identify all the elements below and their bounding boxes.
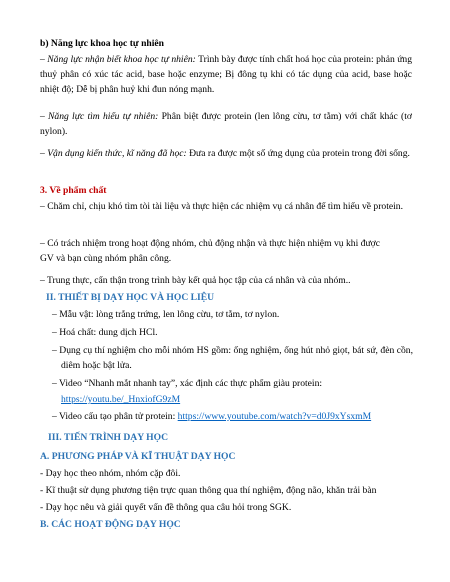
- equipment-item: – Video “Nhanh mắt nhanh tay”, xác định các thực phẩm giàu protein:: [52, 378, 323, 389]
- exploration-label: – Năng lực tìm hiểu tự nhiên:: [40, 111, 159, 122]
- paragraph-exploration: [40, 109, 412, 139]
- equipment-item: [52, 409, 371, 424]
- equipment-item: – Hoá chất: dung dịch HCl.: [52, 327, 158, 338]
- section-b-heading: b) Năng lực khoa học tự nhiên: [40, 38, 164, 49]
- method-item: - Dạy học nêu và giải quyết vấn đề thông qua câu hỏi trong SGK.: [40, 502, 292, 513]
- quality-item: – Có trách nhiệm trong hoạt động nhóm, chủ động nhận và thực hiện nhiệm vụ khi được GV và bạn cùng nhóm phân công.: [40, 238, 380, 265]
- quality-item: – Chăm chỉ, chịu khó tìm tòi tài liệu và thực hiện các nhiệm vụ cá nhân để tìm hiểu về protein.: [40, 201, 404, 212]
- subsection-a-heading: A. PHƯƠNG PHÁP VÀ KĨ THUẬT DẠY HỌC: [40, 451, 236, 462]
- method-item: - Kĩ thuật sử dụng phương tiện trực quan thông qua thí nghiệm, động não, khăn trải bàn: [40, 485, 377, 496]
- application-label: – Vận dụng kiến thức, kĩ năng đã học:: [40, 148, 187, 159]
- section-3-heading: 3. Về phẩm chất: [40, 185, 107, 196]
- paragraph-recognition: [40, 52, 412, 97]
- recognition-label: – Năng lực nhận biết khoa học tự nhiên:: [40, 54, 196, 65]
- application-text: Đưa ra được một số ứng dụng của protein trong đời sống.: [186, 148, 410, 159]
- youtube-link-2[interactable]: https://www.youtube.com/watch?v=d0J9xYsxmM: [177, 411, 372, 422]
- equipment-item: – Mẫu vật: lòng trắng trứng, len lông cừu, tơ tằm, tơ nylon.: [52, 309, 280, 320]
- video-structure-label: – Video cấu tạo phân tử protein:: [52, 411, 178, 422]
- method-item: - Dạy học theo nhóm, nhóm cặp đôi.: [40, 468, 181, 479]
- subsection-b-heading: B. CÁC HOẠT ĐỘNG DẠY HỌC: [40, 519, 181, 530]
- video-link-1[interactable]: [61, 392, 180, 407]
- section-III-heading: III. TIẾN TRÌNH DẠY HỌC: [48, 432, 169, 443]
- quality-item: – Trung thực, cẩn thận trong trình bày kết quả học tập của cá nhân và của nhóm..: [40, 275, 351, 286]
- paragraph-application: [40, 146, 412, 161]
- exploration-text: Phân biệt được protein (len lông cừu, tơ tằm) với chất khác (tơ nylon).: [40, 111, 412, 138]
- recognition-text: Trình bày được tính chất hoá học của protein: phản ứng thuỷ phân có xúc tác acid, base hoặc enzyme; Bị đông tụ khi có tác dụng của acid, base hoặc nhiệt độ; Dễ bị phân huỷ khi đun nóng mạnh.: [40, 54, 412, 96]
- equipment-item: – Dụng cụ thí nghiệm cho mỗi nhóm HS gồm: ống nghiệm, ống hút nhỏ giọt, bát sứ, đèn cồn, diêm hoặc bật lửa.: [52, 345, 413, 372]
- section-II-heading: II. THIẾT BỊ DẠY HỌC VÀ HỌC LIỆU: [46, 292, 215, 303]
- youtube-link-1[interactable]: https://youtu.be/_HnxiofG9zM: [61, 394, 181, 405]
